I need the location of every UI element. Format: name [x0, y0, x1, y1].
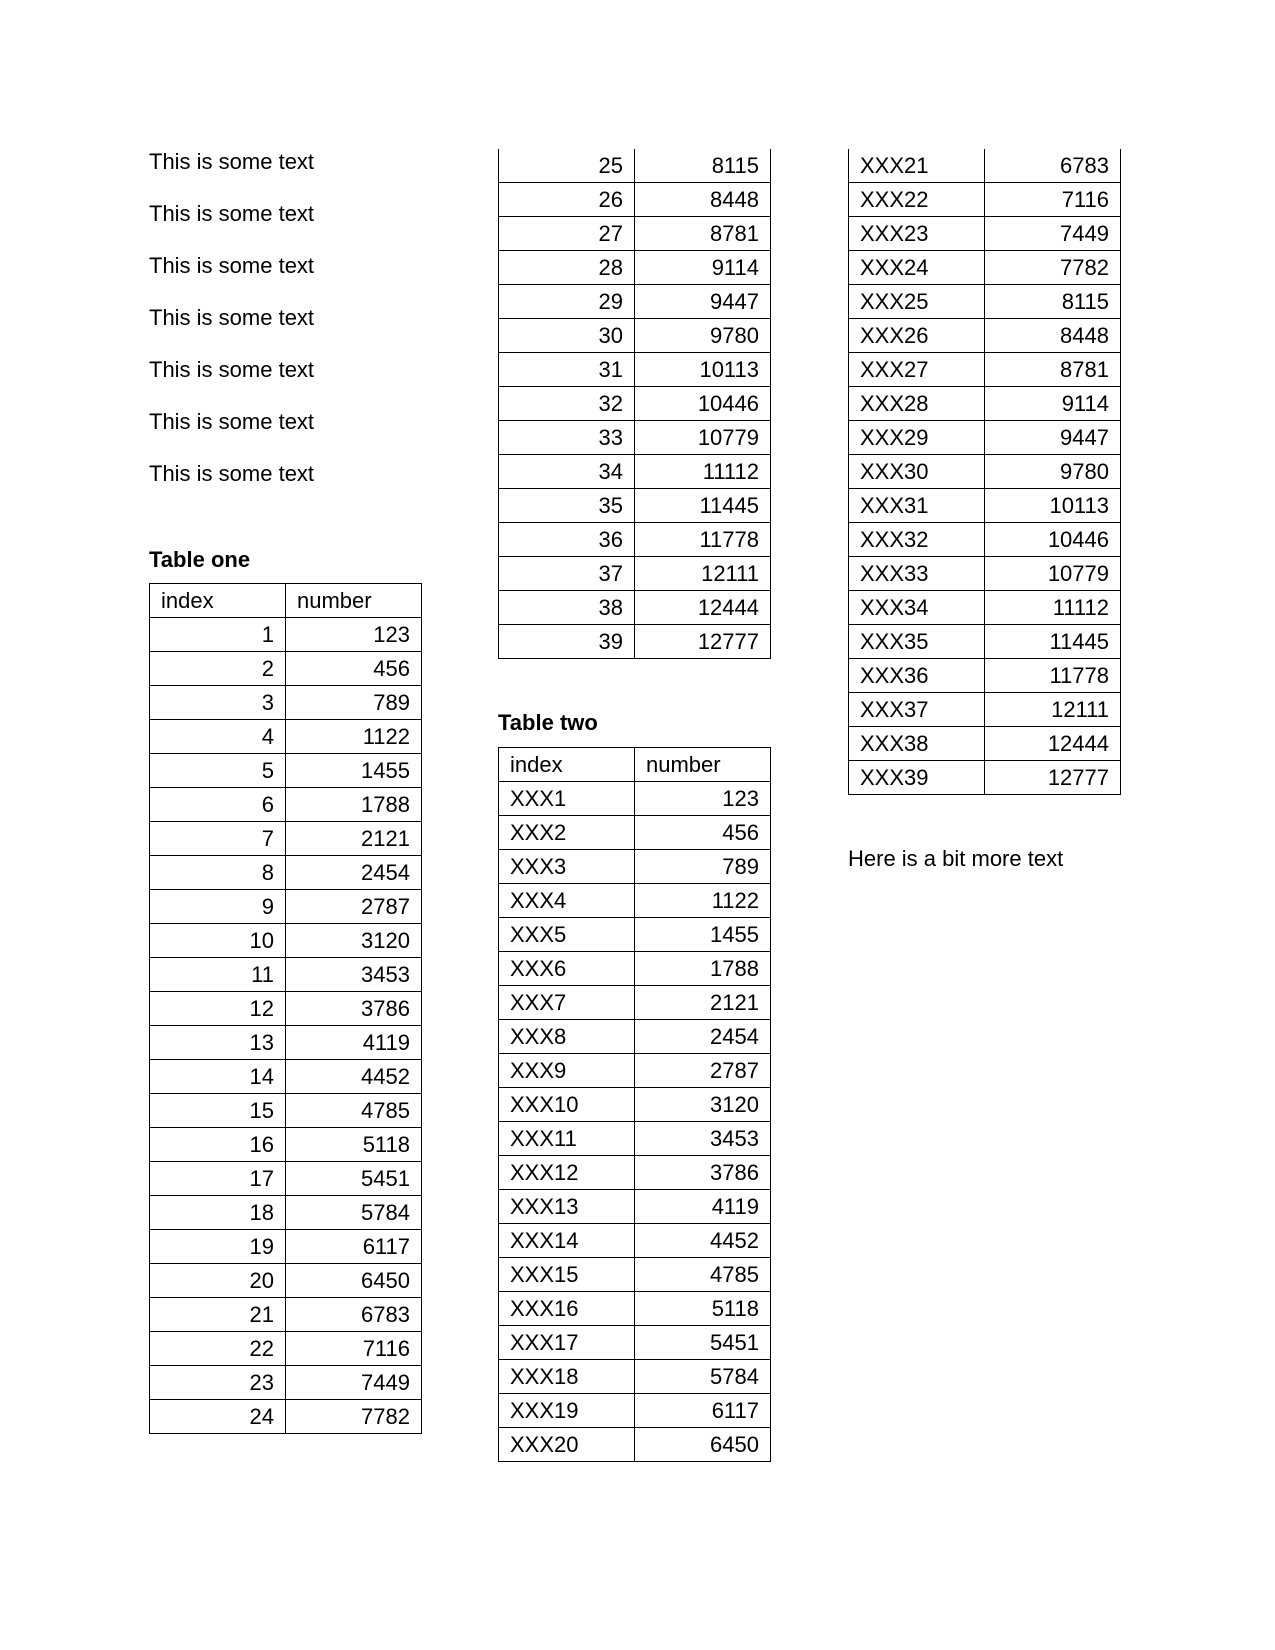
table-row [150, 1230, 422, 1264]
index-cell: 4 [150, 720, 286, 754]
number-cell: 10446 [985, 523, 1121, 557]
index-cell: XXX29 [849, 421, 985, 455]
paragraph: This is some text [149, 305, 315, 330]
paragraph: This is some text [149, 461, 315, 486]
table-row [499, 884, 771, 918]
number-cell: 1122 [635, 884, 771, 918]
table-row [499, 489, 771, 523]
table-two-header-row [499, 748, 771, 782]
table-row [849, 149, 1121, 183]
table-one-header-index: index [150, 584, 286, 618]
table-row [849, 625, 1121, 659]
paragraph-group [149, 149, 423, 487]
number-cell: 9114 [985, 387, 1121, 421]
index-cell: 20 [150, 1264, 286, 1298]
table-row [499, 1224, 771, 1258]
index-cell: 13 [150, 1026, 286, 1060]
table-row [150, 822, 422, 856]
index-cell: XXX32 [849, 523, 985, 557]
table-row [150, 788, 422, 822]
number-cell: 11778 [985, 659, 1121, 693]
number-cell: 3453 [635, 1122, 771, 1156]
table-row [849, 353, 1121, 387]
index-cell: 17 [150, 1162, 286, 1196]
number-cell: 2787 [286, 890, 422, 924]
table-two-continued-body [849, 149, 1121, 795]
column-2 [498, 149, 772, 1462]
index-cell: 3 [150, 686, 286, 720]
paragraph: This is some text [149, 201, 315, 226]
number-cell: 2121 [635, 986, 771, 1020]
number-cell: 4119 [286, 1026, 422, 1060]
number-cell: 456 [286, 652, 422, 686]
index-cell: XXX2 [499, 816, 635, 850]
index-cell: 32 [499, 387, 635, 421]
table-row [499, 816, 771, 850]
index-cell: XXX12 [499, 1156, 635, 1190]
index-cell: XXX8 [499, 1020, 635, 1054]
index-cell: 10 [150, 924, 286, 958]
table-row [499, 918, 771, 952]
table-row [849, 217, 1121, 251]
table-row [150, 856, 422, 890]
number-cell: 789 [286, 686, 422, 720]
index-cell: XXX23 [849, 217, 985, 251]
table-one [149, 583, 422, 1434]
index-cell: XXX5 [499, 918, 635, 952]
number-cell: 7116 [985, 183, 1121, 217]
number-cell: 4119 [635, 1190, 771, 1224]
table-row [499, 1292, 771, 1326]
table-two-body [499, 782, 771, 1462]
table-row [150, 1196, 422, 1230]
number-cell: 9780 [635, 319, 771, 353]
number-cell: 6450 [286, 1264, 422, 1298]
number-cell: 4452 [635, 1224, 771, 1258]
number-cell: 11112 [635, 455, 771, 489]
table-row [849, 727, 1121, 761]
number-cell: 7449 [985, 217, 1121, 251]
number-cell: 4785 [286, 1094, 422, 1128]
number-cell: 11112 [985, 591, 1121, 625]
table-row [499, 251, 771, 285]
index-cell: 27 [499, 217, 635, 251]
index-cell: 21 [150, 1298, 286, 1332]
index-cell: XXX38 [849, 727, 985, 761]
index-cell: XXX24 [849, 251, 985, 285]
table-two-continued [848, 149, 1121, 795]
index-cell: 2 [150, 652, 286, 686]
number-cell: 10446 [635, 387, 771, 421]
table-row [499, 591, 771, 625]
number-cell: 9114 [635, 251, 771, 285]
table-row [150, 720, 422, 754]
index-cell: 30 [499, 319, 635, 353]
number-cell: 1788 [635, 952, 771, 986]
table-row [849, 557, 1121, 591]
number-cell: 5118 [286, 1128, 422, 1162]
index-cell: 18 [150, 1196, 286, 1230]
index-cell: XXX11 [499, 1122, 635, 1156]
index-cell: XXX25 [849, 285, 985, 319]
table-two-header-number: number [635, 748, 771, 782]
number-cell: 9447 [635, 285, 771, 319]
index-cell: 16 [150, 1128, 286, 1162]
index-cell: XXX1 [499, 782, 635, 816]
table-row [849, 251, 1121, 285]
index-cell: 23 [150, 1366, 286, 1400]
table-row [150, 618, 422, 652]
table-one-header-number: number [286, 584, 422, 618]
table-row [849, 523, 1121, 557]
index-cell: 33 [499, 421, 635, 455]
paragraph: This is some text [149, 149, 315, 174]
index-cell: XXX7 [499, 986, 635, 1020]
number-cell: 1122 [286, 720, 422, 754]
table-row [499, 1326, 771, 1360]
number-cell: 4785 [635, 1258, 771, 1292]
table-row [499, 986, 771, 1020]
number-cell: 123 [286, 618, 422, 652]
number-cell: 5451 [635, 1326, 771, 1360]
closing-text: Here is a bit more text [848, 846, 1064, 871]
index-cell: 31 [499, 353, 635, 387]
number-cell: 3786 [635, 1156, 771, 1190]
table-one-continued-body [499, 149, 771, 659]
table-row [150, 1094, 422, 1128]
index-cell: XXX28 [849, 387, 985, 421]
index-cell: 29 [499, 285, 635, 319]
index-cell: XXX34 [849, 591, 985, 625]
table-row [499, 523, 771, 557]
table-row [849, 659, 1121, 693]
index-cell: XXX18 [499, 1360, 635, 1394]
table-row [499, 387, 771, 421]
table-row [499, 1054, 771, 1088]
index-cell: 36 [499, 523, 635, 557]
number-cell: 3120 [286, 924, 422, 958]
table-row [150, 1298, 422, 1332]
number-cell: 11445 [635, 489, 771, 523]
table-one-title: Table one [149, 547, 251, 572]
number-cell: 10113 [635, 353, 771, 387]
number-cell: 6783 [286, 1298, 422, 1332]
index-cell: 28 [499, 251, 635, 285]
table-row [150, 890, 422, 924]
table-row [499, 1020, 771, 1054]
table-row [150, 1264, 422, 1298]
table-row [499, 353, 771, 387]
table-row [499, 1258, 771, 1292]
table-row [499, 285, 771, 319]
index-cell: XXX35 [849, 625, 985, 659]
number-cell: 2454 [286, 856, 422, 890]
table-row [499, 1190, 771, 1224]
number-cell: 7449 [286, 1366, 422, 1400]
number-cell: 5118 [635, 1292, 771, 1326]
index-cell: XXX37 [849, 693, 985, 727]
index-cell: 26 [499, 183, 635, 217]
number-cell: 1788 [286, 788, 422, 822]
index-cell: XXX26 [849, 319, 985, 353]
number-cell: 9780 [985, 455, 1121, 489]
table-row [849, 183, 1121, 217]
number-cell: 6783 [985, 149, 1121, 183]
index-cell: 8 [150, 856, 286, 890]
index-cell: 1 [150, 618, 286, 652]
number-cell: 2787 [635, 1054, 771, 1088]
number-cell: 10779 [635, 421, 771, 455]
index-cell: 38 [499, 591, 635, 625]
index-cell: 34 [499, 455, 635, 489]
number-cell: 11778 [635, 523, 771, 557]
table-row [499, 1360, 771, 1394]
number-cell: 1455 [286, 754, 422, 788]
number-cell: 3120 [635, 1088, 771, 1122]
number-cell: 2454 [635, 1020, 771, 1054]
table-row [499, 952, 771, 986]
table-row [150, 754, 422, 788]
number-cell: 7116 [286, 1332, 422, 1366]
table-row [499, 850, 771, 884]
index-cell: 15 [150, 1094, 286, 1128]
table-row [499, 217, 771, 251]
number-cell: 12111 [985, 693, 1121, 727]
index-cell: XXX22 [849, 183, 985, 217]
number-cell: 4452 [286, 1060, 422, 1094]
table-row [499, 1156, 771, 1190]
number-cell: 6117 [635, 1394, 771, 1428]
number-cell: 5784 [286, 1196, 422, 1230]
index-cell: XXX9 [499, 1054, 635, 1088]
index-cell: XXX16 [499, 1292, 635, 1326]
index-cell: 22 [150, 1332, 286, 1366]
table-row [849, 421, 1121, 455]
paragraph: This is some text [149, 357, 315, 382]
table-row [849, 693, 1121, 727]
table-row [499, 183, 771, 217]
table-row [849, 455, 1121, 489]
table-row [499, 782, 771, 816]
number-cell: 456 [635, 816, 771, 850]
table-row [849, 319, 1121, 353]
table-row [150, 1060, 422, 1094]
index-cell: 35 [499, 489, 635, 523]
index-cell: XXX31 [849, 489, 985, 523]
index-cell: XXX39 [849, 761, 985, 795]
table-two [498, 747, 771, 1462]
index-cell: 9 [150, 890, 286, 924]
index-cell: 39 [499, 625, 635, 659]
index-cell: 6 [150, 788, 286, 822]
table-row [499, 1394, 771, 1428]
index-cell: XXX27 [849, 353, 985, 387]
table-row [499, 1428, 771, 1462]
table-row [499, 149, 771, 183]
index-cell: 11 [150, 958, 286, 992]
number-cell: 11445 [985, 625, 1121, 659]
table-row [150, 652, 422, 686]
number-cell: 8448 [985, 319, 1121, 353]
table-one-header-row [150, 584, 422, 618]
column-3 [848, 149, 1122, 898]
index-cell: XXX15 [499, 1258, 635, 1292]
index-cell: 37 [499, 557, 635, 591]
number-cell: 5451 [286, 1162, 422, 1196]
number-cell: 10113 [985, 489, 1121, 523]
index-cell: XXX6 [499, 952, 635, 986]
index-cell: XXX10 [499, 1088, 635, 1122]
index-cell: XXX4 [499, 884, 635, 918]
number-cell: 7782 [985, 251, 1121, 285]
index-cell: XXX30 [849, 455, 985, 489]
table-row [499, 1088, 771, 1122]
number-cell: 12777 [985, 761, 1121, 795]
table-row [499, 421, 771, 455]
index-cell: 25 [499, 149, 635, 183]
index-cell: 5 [150, 754, 286, 788]
table-row [150, 992, 422, 1026]
number-cell: 9447 [985, 421, 1121, 455]
index-cell: XXX13 [499, 1190, 635, 1224]
number-cell: 3453 [286, 958, 422, 992]
number-cell: 12777 [635, 625, 771, 659]
table-two-title: Table two [498, 710, 598, 735]
index-cell: 7 [150, 822, 286, 856]
table-row [849, 285, 1121, 319]
index-cell: XXX33 [849, 557, 985, 591]
number-cell: 1455 [635, 918, 771, 952]
table-row [150, 1400, 422, 1434]
number-cell: 8448 [635, 183, 771, 217]
table-one-body [150, 618, 422, 1434]
table-row [499, 1122, 771, 1156]
index-cell: 19 [150, 1230, 286, 1264]
table-row [499, 319, 771, 353]
table-row [849, 591, 1121, 625]
table-row [499, 625, 771, 659]
table-row [150, 1128, 422, 1162]
table-row [849, 761, 1121, 795]
index-cell: XXX14 [499, 1224, 635, 1258]
table-one-continued [498, 149, 771, 659]
index-cell: XXX19 [499, 1394, 635, 1428]
index-cell: XXX36 [849, 659, 985, 693]
column-1 [149, 149, 423, 1434]
table-two-header-index: index [499, 748, 635, 782]
number-cell: 3786 [286, 992, 422, 1026]
number-cell: 6450 [635, 1428, 771, 1462]
table-row [150, 1366, 422, 1400]
index-cell: 24 [150, 1400, 286, 1434]
table-row [150, 924, 422, 958]
number-cell: 8115 [635, 149, 771, 183]
table-row [150, 1026, 422, 1060]
index-cell: 12 [150, 992, 286, 1026]
table-row [499, 557, 771, 591]
number-cell: 6117 [286, 1230, 422, 1264]
number-cell: 12444 [635, 591, 771, 625]
number-cell: 8115 [985, 285, 1121, 319]
paragraph: This is some text [149, 253, 315, 278]
number-cell: 5784 [635, 1360, 771, 1394]
table-row [849, 387, 1121, 421]
index-cell: XXX20 [499, 1428, 635, 1462]
table-row [499, 455, 771, 489]
table-row [150, 958, 422, 992]
table-row [150, 1332, 422, 1366]
table-row [150, 1162, 422, 1196]
table-row [849, 489, 1121, 523]
table-row [150, 686, 422, 720]
number-cell: 10779 [985, 557, 1121, 591]
index-cell: 14 [150, 1060, 286, 1094]
number-cell: 12111 [635, 557, 771, 591]
number-cell: 7782 [286, 1400, 422, 1434]
number-cell: 8781 [985, 353, 1121, 387]
index-cell: XXX3 [499, 850, 635, 884]
number-cell: 789 [635, 850, 771, 884]
number-cell: 123 [635, 782, 771, 816]
number-cell: 2121 [286, 822, 422, 856]
paragraph: This is some text [149, 409, 315, 434]
number-cell: 8781 [635, 217, 771, 251]
number-cell: 12444 [985, 727, 1121, 761]
index-cell: XXX17 [499, 1326, 635, 1360]
index-cell: XXX21 [849, 149, 985, 183]
